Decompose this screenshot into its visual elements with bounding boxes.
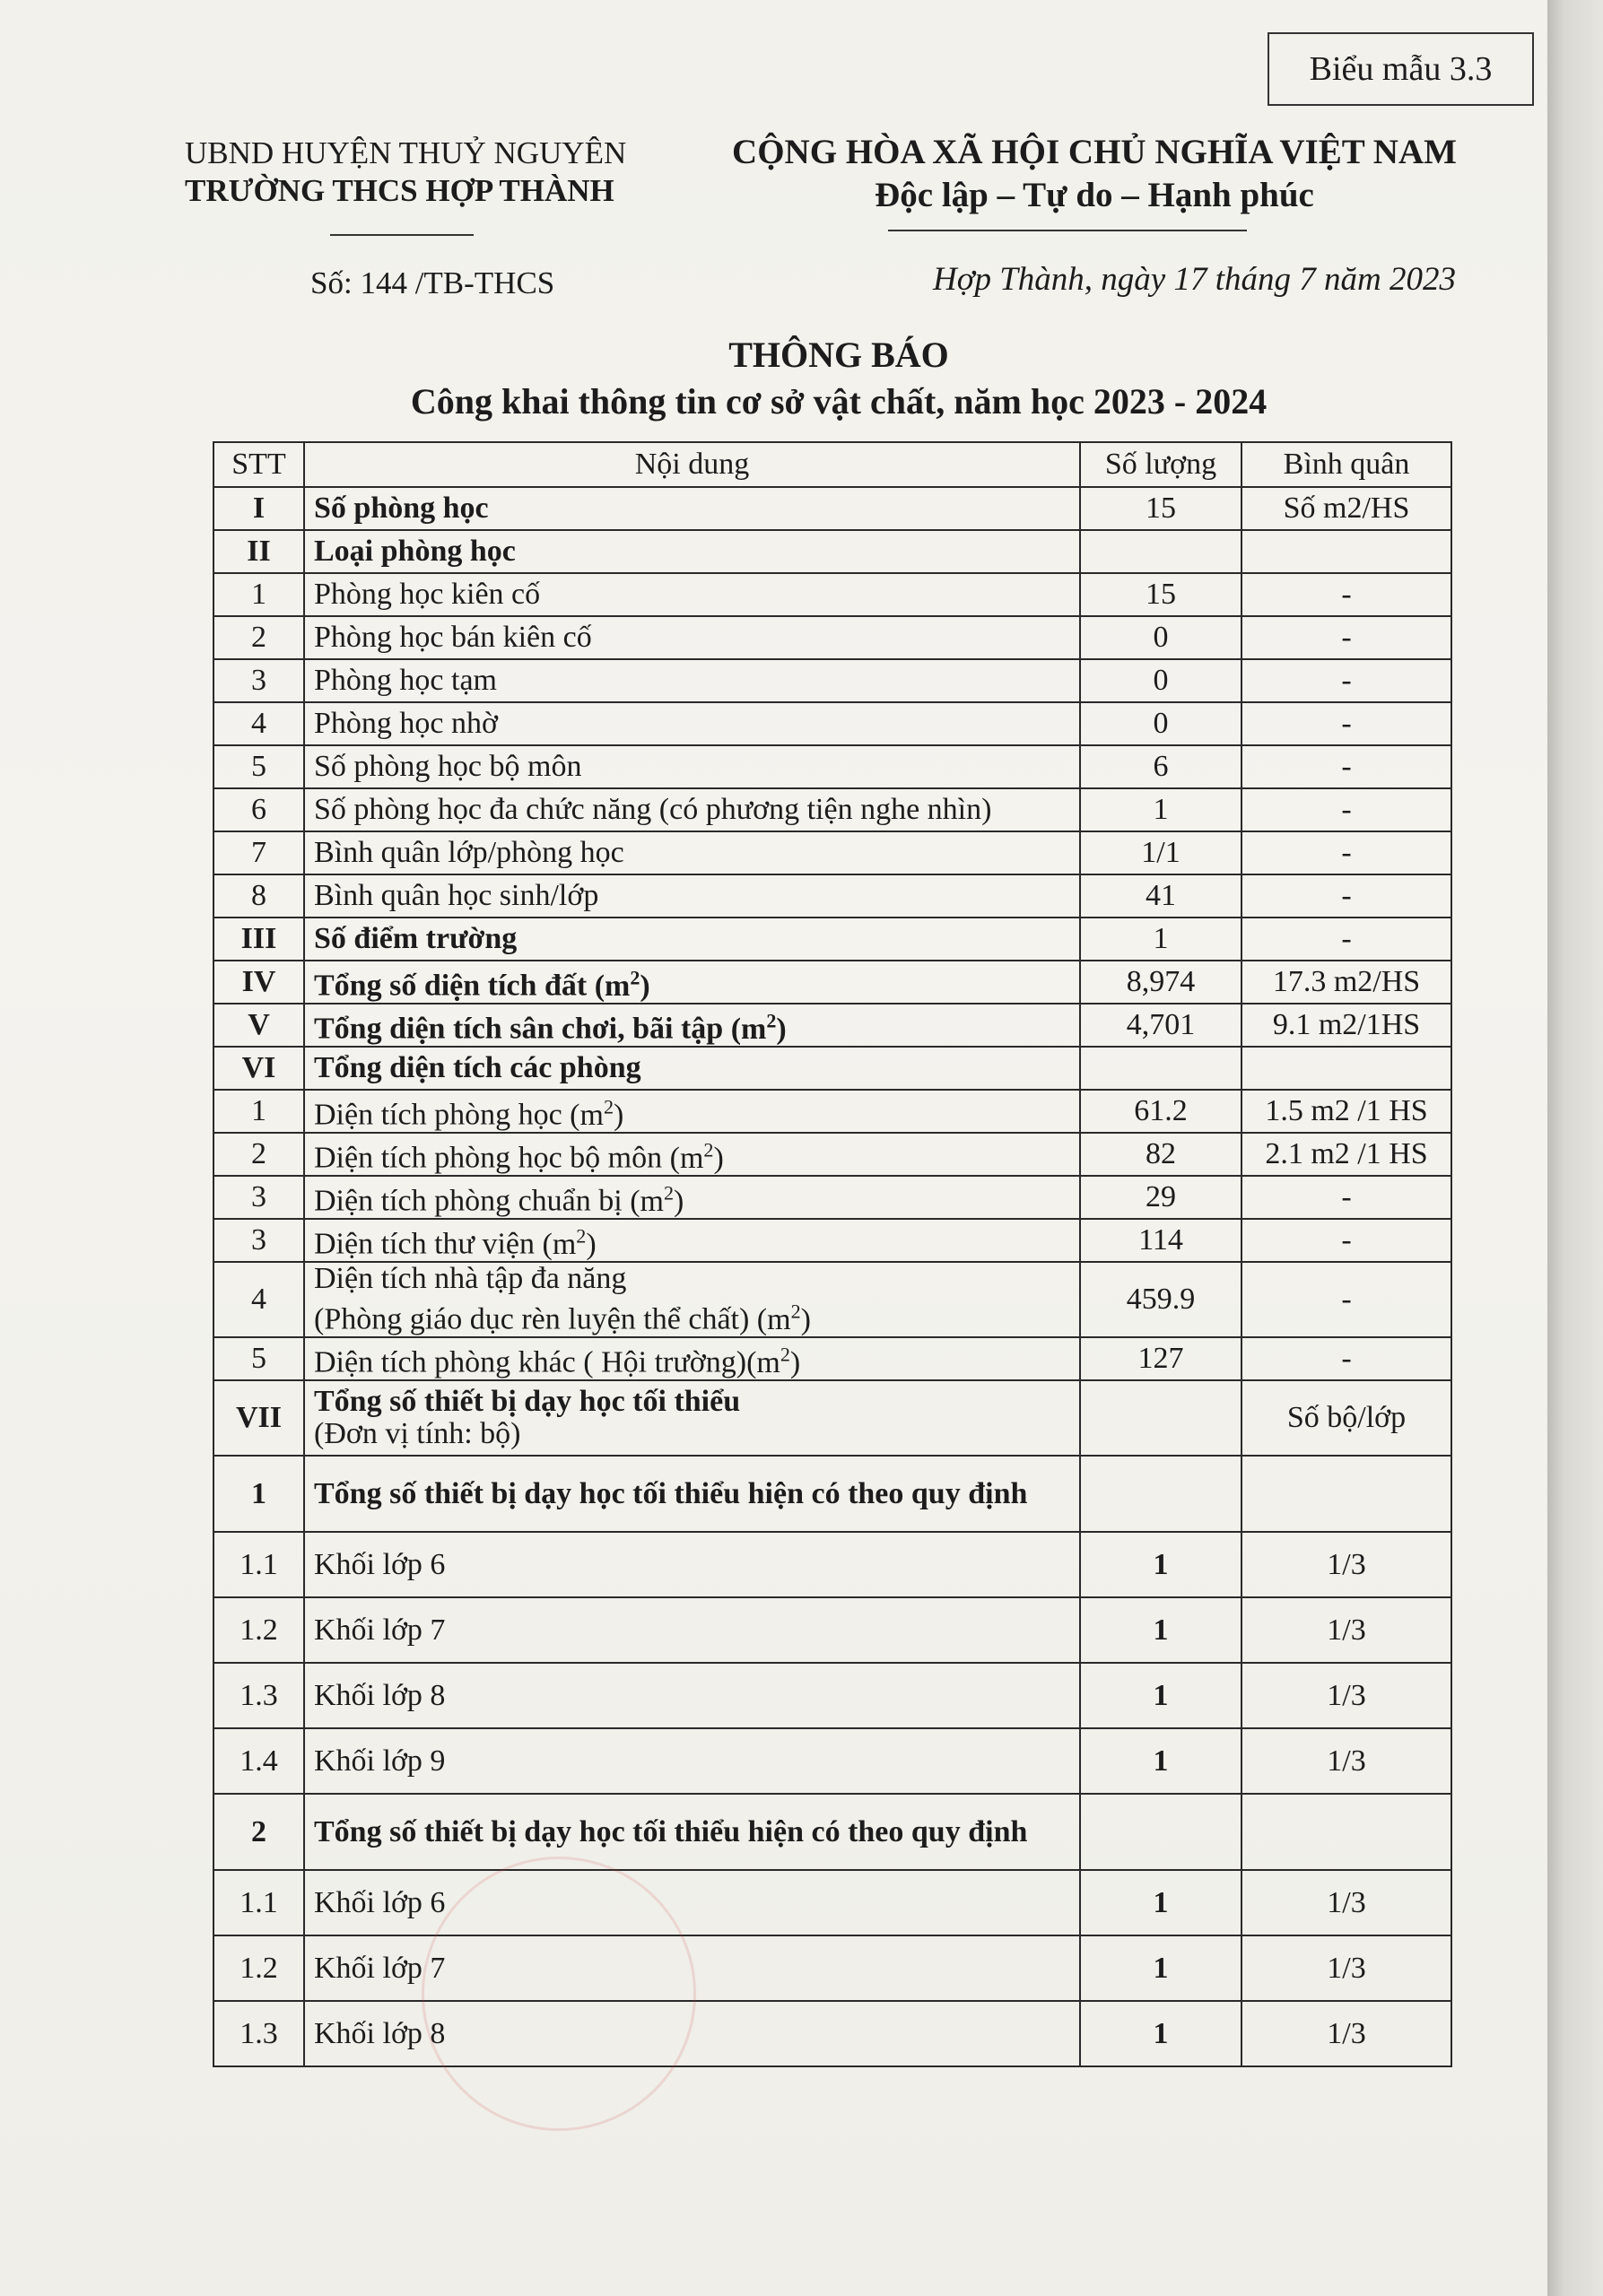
content-text: Tổng số thiết bị dạy học tối thiểu: [314, 1385, 741, 1418]
content-text: Khối lớp 7: [314, 1951, 446, 1985]
cell-average: -: [1241, 1337, 1451, 1380]
table-row: [213, 1597, 1451, 1663]
place-date: Hợp Thành, ngày 17 tháng 7 năm 2023: [933, 261, 1456, 298]
cell-content: [304, 530, 1080, 573]
cell-content: [304, 1663, 1080, 1728]
cell-average: -: [1241, 573, 1451, 616]
content-text: Khối lớp 7: [314, 1613, 446, 1647]
cell-average: -: [1241, 1176, 1451, 1219]
cell-stt: V: [213, 1004, 304, 1047]
document-title: [0, 332, 1603, 425]
cell-stt: 3: [213, 659, 304, 702]
unit-text: $(m^2)$: [622, 1181, 684, 1218]
cell-stt: 4: [213, 702, 304, 745]
cell-average: 1/3: [1241, 1728, 1451, 1794]
table-row: [213, 1047, 1451, 1090]
cell-content: [304, 1090, 1080, 1133]
table-row: [213, 1380, 1451, 1456]
cell-content: [304, 1176, 1080, 1219]
unit-text: $(m^2)$: [562, 1095, 624, 1132]
content-text: Số điểm trường: [314, 922, 518, 955]
cell-average: 1.5 m2 /1 HS: [1241, 1090, 1451, 1133]
cell-average: [1241, 1047, 1451, 1090]
cell-stt: 5: [213, 1337, 304, 1380]
table-row: [213, 530, 1451, 573]
table-row: [213, 874, 1451, 918]
table-row: [213, 1870, 1451, 1935]
content-text-line2: (Phòng giáo dục rèn luyện thể chất): [314, 1302, 750, 1336]
header-content: Nội dung: [304, 442, 1080, 487]
cell-stt: 1.2: [213, 1935, 304, 2001]
unit-text: $(m^2)$: [749, 1300, 811, 1336]
cell-quantity: 1: [1080, 2001, 1241, 2066]
cell-average: -: [1241, 616, 1451, 659]
cell-quantity: 0: [1080, 659, 1241, 702]
cell-stt: 1.1: [213, 1870, 304, 1935]
cell-quantity: 0: [1080, 702, 1241, 745]
cell-content: [304, 1870, 1080, 1935]
table-row: [213, 1176, 1451, 1219]
cell-average: [1241, 1456, 1451, 1532]
table-row: [213, 961, 1451, 1004]
cell-content: [304, 1004, 1080, 1047]
cell-quantity: 15: [1080, 487, 1241, 530]
cell-content: [304, 659, 1080, 702]
content-text: Tổng diện tích sân chơi, bãi tập: [314, 1012, 724, 1046]
national-motto: [718, 131, 1471, 217]
cell-content: [304, 1728, 1080, 1794]
content-text: Khối lớp 8: [314, 2016, 446, 2050]
cell-content: [304, 573, 1080, 616]
unit-text: $(m^2)$: [587, 966, 650, 1003]
cell-content: [304, 745, 1080, 788]
cell-stt: 1.3: [213, 1663, 304, 1728]
cell-stt: VI: [213, 1047, 304, 1090]
content-text: Phòng học kiên cố: [314, 578, 541, 611]
cell-quantity: 29: [1080, 1176, 1241, 1219]
cell-quantity: 114: [1080, 1219, 1241, 1262]
cell-quantity: 8,974: [1080, 961, 1241, 1004]
cell-content: [304, 487, 1080, 530]
content-text: Bình quân lớp/phòng học: [314, 836, 624, 869]
cell-quantity: 1: [1080, 1663, 1241, 1728]
cell-content: [304, 1532, 1080, 1597]
cell-stt: 2: [213, 1133, 304, 1176]
header-stt: STT: [213, 442, 304, 487]
unit-text: $(m^2)$: [662, 1138, 724, 1175]
cell-stt: I: [213, 487, 304, 530]
header-avg: Bình quân: [1241, 442, 1451, 487]
cell-quantity: 1/1: [1080, 831, 1241, 874]
content-text: Số phòng học: [314, 491, 489, 525]
cell-quantity: 0: [1080, 616, 1241, 659]
unit-text: $(m^2)$: [535, 1224, 597, 1261]
cell-content: [304, 616, 1080, 659]
cell-stt: 8: [213, 874, 304, 918]
content-text: Loại phòng học: [314, 535, 516, 568]
table-row: [213, 1663, 1451, 1728]
cell-average: -: [1241, 1262, 1451, 1337]
cell-quantity: 1: [1080, 1532, 1241, 1597]
cell-average: 1/3: [1241, 1532, 1451, 1597]
cell-stt: 1: [213, 1090, 304, 1133]
cell-average: -: [1241, 918, 1451, 961]
cell-stt: 1.3: [213, 2001, 304, 2066]
content-text: Phòng học bán kiên cố: [314, 621, 592, 654]
cell-stt: 1.2: [213, 1597, 304, 1663]
cell-content: [304, 1794, 1080, 1870]
cell-stt: 1: [213, 573, 304, 616]
content-text: Tổng diện tích các phòng: [314, 1051, 641, 1084]
cell-quantity: 1: [1080, 1728, 1241, 1794]
cell-average: 1/3: [1241, 1663, 1451, 1728]
table-row: [213, 1004, 1451, 1047]
content-text: Tổng số diện tích đất: [314, 969, 588, 1003]
cell-stt: 1.4: [213, 1728, 304, 1794]
content-text: Số phòng học bộ môn: [314, 750, 582, 783]
agency-line-2: TRƯỜNG THCS HỢP THÀNH: [185, 173, 614, 208]
cell-quantity: 82: [1080, 1133, 1241, 1176]
table-row: [213, 918, 1451, 961]
cell-stt: 1.1: [213, 1532, 304, 1597]
cell-content: [304, 1597, 1080, 1663]
cell-average: -: [1241, 874, 1451, 918]
cell-quantity: 15: [1080, 573, 1241, 616]
cell-content: [304, 1456, 1080, 1532]
title-main: THÔNG BÁO: [728, 335, 949, 375]
content-text: Khối lớp 8: [314, 1678, 446, 1712]
agency-line-1: UBND HUYỆN THUỶ NGUYÊN: [185, 135, 627, 170]
table-row: [213, 831, 1451, 874]
cell-average: -: [1241, 788, 1451, 831]
cell-content: [304, 1337, 1080, 1380]
table-row: [213, 573, 1451, 616]
cell-quantity: [1080, 1456, 1241, 1532]
cell-quantity: 459.9: [1080, 1262, 1241, 1337]
cell-quantity: [1080, 530, 1241, 573]
table-row: [213, 659, 1451, 702]
content-text: Diện tích phòng chuẩn bị: [314, 1184, 623, 1218]
document-number: Số: 144 /TB-THCS: [310, 265, 555, 300]
content-text: Diện tích nhà tập đa năng: [314, 1262, 627, 1296]
content-text: Diện tích phòng học: [314, 1098, 562, 1132]
cell-content: [304, 788, 1080, 831]
cell-quantity: [1080, 1047, 1241, 1090]
cell-average: Số bộ/lớp: [1241, 1380, 1451, 1456]
unit-text: $(m^2)$: [746, 1343, 801, 1379]
cell-stt: III: [213, 918, 304, 961]
content-text: Phòng học tạm: [314, 664, 497, 697]
cell-quantity: 4,701: [1080, 1004, 1241, 1047]
nation-line-1: CỘNG HÒA XÃ HỘI CHỦ NGHĨA VIỆT NAM: [732, 133, 1457, 171]
cell-stt: VII: [213, 1380, 304, 1456]
cell-stt: 3: [213, 1176, 304, 1219]
cell-quantity: 1: [1080, 1935, 1241, 2001]
content-text: Diện tích phòng khác ( Hội trường): [314, 1345, 747, 1379]
table-row: [213, 1337, 1451, 1380]
cell-content: [304, 1380, 1080, 1456]
cell-content: [304, 1133, 1080, 1176]
faded-stamp: [422, 1857, 696, 2131]
cell-average: -: [1241, 831, 1451, 874]
cell-content: [304, 1047, 1080, 1090]
cell-stt: II: [213, 530, 304, 573]
cell-quantity: 1: [1080, 788, 1241, 831]
cell-average: -: [1241, 1219, 1451, 1262]
table-row: [213, 1532, 1451, 1597]
content-text: Tổng số thiết bị dạy học tối thiểu hiện có theo quy định: [314, 1814, 1028, 1848]
cell-stt: 7: [213, 831, 304, 874]
table-row: [213, 745, 1451, 788]
cell-stt: 4: [213, 1262, 304, 1337]
table-header-row: [213, 442, 1451, 487]
table-row: [213, 788, 1451, 831]
table-row: [213, 616, 1451, 659]
cell-average: -: [1241, 702, 1451, 745]
cell-quantity: 127: [1080, 1337, 1241, 1380]
cell-quantity: 1: [1080, 1597, 1241, 1663]
content-text: Số phòng học đa chức năng (có phương tiện nghe nhìn): [314, 793, 992, 826]
agency-underline: [330, 234, 474, 236]
table-row: [213, 1262, 1451, 1337]
cell-quantity: [1080, 1794, 1241, 1870]
table-row: [213, 1219, 1451, 1262]
header-qty: Số lượng: [1080, 442, 1241, 487]
cell-average: [1241, 1794, 1451, 1870]
table-row: [213, 702, 1451, 745]
cell-average: Số m2/HS: [1241, 487, 1451, 530]
cell-average: 2.1 m2 /1 HS: [1241, 1133, 1451, 1176]
content-text: Tổng số thiết bị dạy học tối thiểu hiện có theo quy định: [314, 1476, 1028, 1510]
content-text: Khối lớp 6: [314, 1547, 446, 1581]
cell-content: [304, 961, 1080, 1004]
cell-stt: 3: [213, 1219, 304, 1262]
content-note: (Đơn vị tính: bộ): [314, 1417, 521, 1450]
unit-text: $(m^2)$: [723, 1009, 787, 1046]
cell-content: [304, 831, 1080, 874]
cell-average: 9.1 m2/1HS: [1241, 1004, 1451, 1047]
cell-average: 1/3: [1241, 1870, 1451, 1935]
cell-content: [304, 1219, 1080, 1262]
form-label: Biểu mẫu 3.3: [1309, 50, 1493, 88]
cell-average: -: [1241, 659, 1451, 702]
cell-quantity: 61.2: [1080, 1090, 1241, 1133]
issuing-agency: [185, 135, 633, 210]
cell-quantity: 1: [1080, 918, 1241, 961]
cell-quantity: 6: [1080, 745, 1241, 788]
nation-line-2: Độc lập – Tự do – Hạnh phúc: [875, 176, 1314, 214]
cell-stt: 5: [213, 745, 304, 788]
content-text: Khối lớp 9: [314, 1744, 446, 1778]
cell-average: 1/3: [1241, 1597, 1451, 1663]
table-row: [213, 2001, 1451, 2066]
cell-stt: 1: [213, 1456, 304, 1532]
table-row: [213, 1728, 1451, 1794]
cell-average: 1/3: [1241, 1935, 1451, 2001]
cell-stt: 2: [213, 616, 304, 659]
title-sub: Công khai thông tin cơ sở vật chất, năm học 2023 - 2024: [410, 381, 1268, 422]
cell-average: 1/3: [1241, 2001, 1451, 2066]
cell-content: [304, 1262, 1080, 1337]
table-row: [213, 487, 1451, 530]
cell-quantity: [1080, 1380, 1241, 1456]
cell-stt: 6: [213, 788, 304, 831]
table-row: [213, 1456, 1451, 1532]
content-text: Diện tích thư viện: [314, 1227, 535, 1261]
cell-stt: IV: [213, 961, 304, 1004]
cell-average: [1241, 530, 1451, 573]
cell-content: [304, 702, 1080, 745]
cell-average: 17.3 m2/HS: [1241, 961, 1451, 1004]
cell-quantity: 1: [1080, 1870, 1241, 1935]
cell-quantity: 41: [1080, 874, 1241, 918]
table-row: [213, 1090, 1451, 1133]
cell-stt: 2: [213, 1794, 304, 1870]
content-text: Phòng học nhờ: [314, 707, 498, 740]
cell-average: -: [1241, 745, 1451, 788]
table-row: [213, 1935, 1451, 2001]
content-text: Bình quân học sinh/lớp: [314, 879, 599, 912]
content-text: Khối lớp 6: [314, 1885, 446, 1919]
motto-underline: [888, 230, 1247, 231]
content-text: Diện tích phòng học bộ môn: [314, 1141, 663, 1175]
facilities-table: [213, 441, 1452, 2067]
cell-content: [304, 918, 1080, 961]
cell-content: [304, 874, 1080, 918]
form-label-box: [1268, 32, 1534, 106]
table-row: [213, 1133, 1451, 1176]
table-row: [213, 1794, 1451, 1870]
